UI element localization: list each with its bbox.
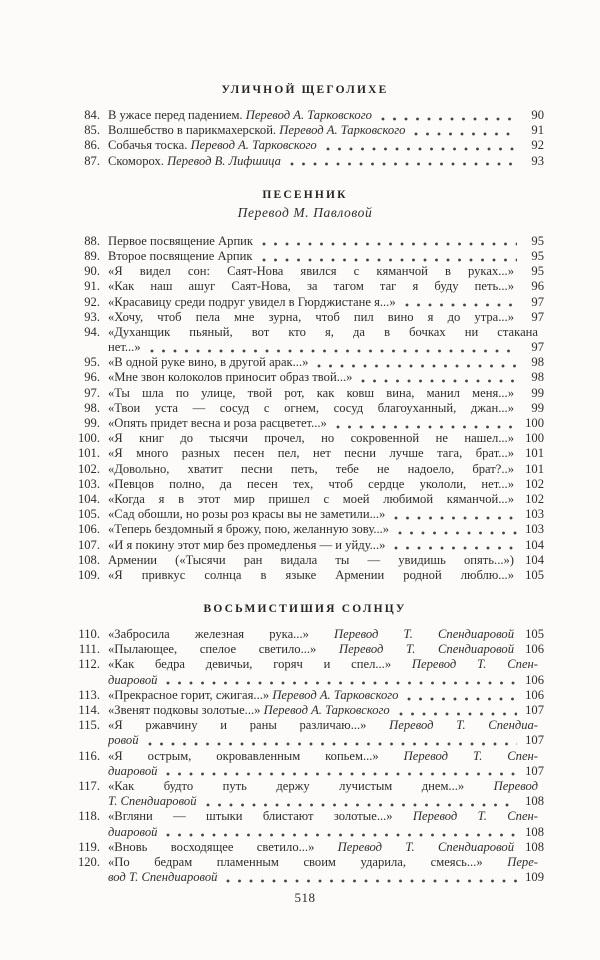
entry-page-number: 91: [531, 123, 544, 138]
toc-entry-line: [66, 794, 544, 809]
entry-list: [66, 234, 544, 583]
entry-page-number: 98: [531, 370, 544, 385]
entry-number: 91.: [84, 279, 100, 294]
entry-text: нет...»: [108, 340, 141, 355]
dot-leader: [405, 303, 517, 307]
toc-entry-line: [66, 295, 544, 310]
toc-entry-line: [66, 462, 544, 477]
entry-text: диаровой: [108, 672, 158, 687]
dot-leader: [336, 425, 517, 429]
dot-leader: [414, 132, 517, 136]
entry-page-number: 99: [531, 400, 544, 415]
toc-entry-line: [66, 477, 544, 492]
entry-number: 109.: [77, 567, 100, 582]
entry-number: 104.: [77, 491, 100, 506]
toc-section: [66, 84, 544, 169]
entry-number: 110.: [78, 627, 100, 642]
entry-page-number: 97: [531, 309, 544, 324]
toc: [66, 84, 544, 885]
entry-page-number: 102: [525, 476, 544, 491]
entry-page-number: 100: [525, 431, 544, 446]
entry-page-number: 96: [531, 279, 544, 294]
entry-page-number: 95: [531, 248, 544, 263]
dot-leader: [394, 546, 517, 550]
entry-page-number: 104: [525, 537, 544, 552]
entry-number: 87.: [84, 153, 100, 168]
entry-number: 92.: [84, 294, 100, 309]
toc-entry-line: [66, 673, 544, 688]
dot-leader: [326, 147, 517, 151]
dot-leader: [150, 349, 517, 353]
entry-text: «Опять придет весна и роза расцветет...»: [108, 416, 327, 430]
entry-number: 107.: [77, 537, 100, 552]
entry-number: 120.: [77, 854, 100, 869]
entry-text: «Пылающее, спелое светило...» Перевод Т. Спендиаровой: [108, 642, 514, 657]
entry-page-number: 104: [525, 552, 544, 567]
dot-leader: [290, 162, 517, 166]
toc-section: [66, 603, 544, 885]
entry-text: «Я книг до тысячи прочел, но сокровенной не нашел...»: [108, 431, 514, 446]
entry-page-number: 107: [525, 703, 544, 717]
dot-leader: [262, 258, 517, 262]
entry-page-number: 107: [525, 763, 544, 778]
entry-text: «Теперь бездомный я брожу, пою, желанную зову...»: [108, 522, 390, 537]
entry-text: ровой: [108, 733, 139, 748]
entry-page-number: 106: [525, 642, 544, 657]
entry-text: В ужасе перед падением. Перевод А. Тарковского: [108, 108, 372, 122]
entry-page-number: 105: [525, 567, 544, 582]
dot-leader: [361, 379, 517, 383]
dot-leader: [381, 117, 517, 121]
entry-page-number: 99: [531, 385, 544, 400]
section-subheading: Перевод М. Павловой: [237, 204, 373, 220]
dot-leader: [262, 242, 517, 246]
entry-number: 108.: [77, 552, 100, 567]
section-heading: УЛИЧНОЙ ЩЕГОЛИХЕ: [221, 84, 389, 96]
entry-page-number: 97: [531, 294, 544, 309]
entry-list: [66, 108, 544, 169]
entry-number: 105.: [77, 507, 100, 522]
entry-text: «Сад обошли, но розы роз красы вы не заметили...»: [108, 507, 386, 522]
toc-section: [66, 189, 544, 583]
toc-entry-line: [66, 840, 544, 855]
entry-number: 111.: [78, 642, 100, 657]
entry-number: 103.: [77, 476, 100, 491]
entry-page-number: 95: [531, 233, 544, 248]
entry-page-number: 103: [525, 507, 544, 522]
entry-page-number: 102: [525, 491, 544, 506]
toc-entry-line: [66, 310, 544, 325]
entry-page-number: 105: [525, 627, 544, 642]
entry-text: «В одной руке вино, в другой арак...»: [108, 355, 309, 370]
toc-entry-line: [66, 522, 544, 537]
entry-number: 100.: [77, 431, 100, 446]
toc-entry-line: [66, 123, 544, 138]
toc-entry-line: [66, 264, 544, 279]
entry-text: вод Т. Спендиаровой: [108, 870, 218, 885]
dot-leader: [166, 772, 517, 776]
entry-number: 119.: [78, 839, 100, 854]
toc-entry-line: [66, 370, 544, 385]
entry-text: «И я покину этот мир без промедленья — и уйду...»: [108, 537, 386, 552]
toc-entry-line: [66, 386, 544, 401]
entry-text: «Я видел сон: Саят-Нова явился с кяманчой в руках...»: [108, 264, 514, 279]
entry-text: «Я острым, окровавленным копьем...» Перевод Т. Спен-: [108, 748, 538, 763]
entry-text: «Звенят подковы золотые...» Перевод А. Тарковского: [108, 703, 390, 717]
entry-number: 93.: [84, 309, 100, 324]
section-heading: ВОСЬМИСТИШИЯ СОЛНЦУ: [203, 603, 407, 616]
entry-number: 89.: [84, 248, 100, 263]
toc-entry-line: [66, 340, 544, 355]
entry-text: диаровой: [108, 763, 158, 778]
toc-entry-line: [66, 642, 544, 657]
entry-number: 97.: [84, 385, 100, 400]
entry-number: 113.: [78, 687, 100, 702]
entry-text: Волшебство в парикмахерской. Перевод А. Тарковского: [108, 123, 406, 138]
toc-entry-line: [66, 249, 544, 264]
entry-page-number: 103: [525, 522, 544, 537]
entry-number: 94.: [84, 324, 100, 339]
entry-page-number: 93: [531, 153, 544, 168]
entry-text: «Как будто путь держу лучистым днем...» Перевод: [108, 778, 538, 793]
dot-leader: [166, 833, 517, 837]
entry-page-number: 95: [531, 264, 544, 279]
toc-entry-line: [66, 492, 544, 507]
entry-number: 84.: [84, 108, 100, 122]
entry-text: Скоморох. Перевод В. Лифшица: [108, 153, 281, 168]
toc-entry-line: [66, 538, 544, 553]
entry-text: Первое посвящение Арпик: [108, 233, 254, 248]
toc-entry-line: [66, 355, 544, 370]
toc-entry-line: [66, 703, 544, 718]
toc-entry-line: [66, 825, 544, 840]
dot-leader: [206, 803, 518, 807]
entry-page-number: 97: [531, 340, 544, 355]
entry-number: 85.: [84, 123, 100, 138]
entry-number: 88.: [84, 233, 100, 248]
entry-page-number: 90: [531, 108, 544, 122]
entry-page-number: 107: [525, 733, 544, 748]
entry-text: Собачья тоска. Перевод А. Тарковского: [108, 138, 317, 153]
toc-entry-line: [66, 431, 544, 446]
entry-text: «Довольно, хватит песни петь, тебе не надоело, брат?..»: [108, 461, 514, 476]
dot-leader: [399, 712, 517, 716]
entry-text: «Как бедра девичьи, горяч и спел...» Перевод Т. Спен-: [108, 657, 538, 672]
toc-entry-line: [66, 870, 544, 885]
entry-page-number: 106: [525, 672, 544, 687]
dot-leader: [407, 697, 517, 701]
entry-page-number: 108: [525, 839, 544, 854]
toc-entry-line: [66, 809, 544, 824]
entry-text: «Вгляни — штыки блистают золотые...» Перевод Т. Спен-: [108, 809, 538, 824]
toc-entry-line: [66, 764, 544, 779]
dot-leader: [394, 516, 517, 520]
dot-leader: [166, 681, 517, 685]
dot-leader: [226, 879, 517, 883]
entry-page-number: 100: [525, 416, 544, 430]
entry-text: «Хочу, чтоб пела мне зурна, чтоб пил вино я до утра...»: [108, 309, 514, 324]
entry-text: «Я привкус солнца в языке Армении родной люблю...»: [108, 567, 514, 582]
entry-page-number: 98: [531, 355, 544, 370]
entry-number: 117.: [78, 778, 100, 793]
entry-number: 114.: [78, 703, 100, 717]
toc-entry-line: [66, 749, 544, 764]
entry-number: 115.: [78, 718, 100, 733]
entry-page-number: 106: [525, 687, 544, 702]
entry-number: 90.: [84, 264, 100, 279]
toc-entry-line: [66, 279, 544, 294]
entry-text: диаровой: [108, 824, 158, 839]
toc-entry-line: [66, 416, 544, 431]
section-heading: ПЕСЕННИК: [262, 188, 348, 201]
entry-page-number: 108: [525, 824, 544, 839]
entry-text: «Ты шла по улице, твой рот, как ковш вина, манил меня...»: [108, 385, 514, 400]
entry-list: [66, 627, 544, 885]
entry-page-number: 108: [525, 794, 544, 809]
dot-leader: [148, 742, 518, 746]
entry-text: Второе посвящение Арпик: [108, 248, 253, 263]
page-footer-number: 518: [294, 890, 316, 906]
entry-number: 106.: [77, 522, 100, 537]
toc-entry-line: [66, 657, 544, 672]
entry-text: «Духанщик пьяный, вот кто я, да в бочках ни стакана: [108, 324, 538, 339]
toc-entry-line: [66, 138, 544, 153]
entry-text: Т. Спендиаровой: [108, 794, 197, 809]
toc-entry-line: [66, 154, 544, 169]
entry-text: «Красавицу среди подруг увидел в Гюрджистане я...»: [108, 294, 396, 309]
entry-number: 112.: [78, 657, 100, 672]
toc-entry-line: [66, 553, 544, 568]
toc-entry-line: [66, 234, 544, 249]
entry-page-number: 101: [525, 446, 544, 461]
toc-entry-line: [66, 446, 544, 461]
toc-entry-line: [66, 718, 544, 733]
entry-text: «Певцов полно, да песен тех, чтоб сердце укололи, нет...»: [108, 476, 514, 491]
entry-text: «Забросила железная рука...» Перевод Т. Спендиаровой: [108, 627, 514, 642]
entry-text: «Я много разных песен пел, нет песни лучше тага, брат...»: [108, 446, 514, 461]
toc-entry-line: [66, 733, 544, 748]
dot-leader: [398, 531, 517, 535]
entry-number: 99.: [84, 416, 100, 430]
toc-entry-line: [66, 855, 544, 870]
entry-number: 118.: [78, 809, 100, 824]
toc-entry-line: [66, 568, 544, 583]
entry-number: 101.: [77, 446, 100, 461]
entry-page-number: 101: [525, 461, 544, 476]
toc-entry-line: [66, 507, 544, 522]
toc-entry-line: [66, 401, 544, 416]
toc-entry-line: [66, 627, 544, 642]
entry-number: 96.: [84, 370, 100, 385]
entry-number: 102.: [77, 461, 100, 476]
entry-number: 86.: [84, 138, 100, 153]
toc-entry-line: [66, 688, 544, 703]
toc-entry-line: [66, 779, 544, 794]
entry-text: «По бедрам пламенным своим ударила, смеясь...» Пере-: [108, 854, 538, 869]
entry-text: «Вновь восходящее светило...» Перевод Т. Спендиаровой: [108, 839, 514, 854]
entry-text: «Твои уста — сосуд с огнем, сосуд благоуханный, джан...»: [108, 400, 514, 415]
toc-entry-line: [66, 108, 544, 123]
entry-text: Армении («Тысячи ран видала ты — увидишь опять...»): [108, 552, 514, 567]
dot-leader: [317, 364, 517, 368]
entry-text: «Прекрасное горит, сжигая...» Перевод А. Тарковского: [108, 687, 399, 702]
entry-text: «Как наш ашуг Саят-Нова, за тагом таг я буду петь...»: [108, 279, 514, 294]
entry-text: «Я ржавчину и раны различаю...» Перевод Т. Спендиа-: [108, 718, 538, 733]
entry-number: 116.: [78, 748, 100, 763]
entry-text: «Мне звон колоколов приносит образ твой...»: [108, 370, 353, 385]
entry-page-number: 92: [531, 138, 544, 153]
entry-page-number: 109: [525, 870, 544, 885]
toc-entry-line: [66, 325, 544, 340]
entry-number: 98.: [84, 400, 100, 415]
entry-number: 95.: [84, 355, 100, 370]
entry-text: «Когда я в этот мир пришел с моей любимой кяманчой...»: [108, 491, 514, 506]
